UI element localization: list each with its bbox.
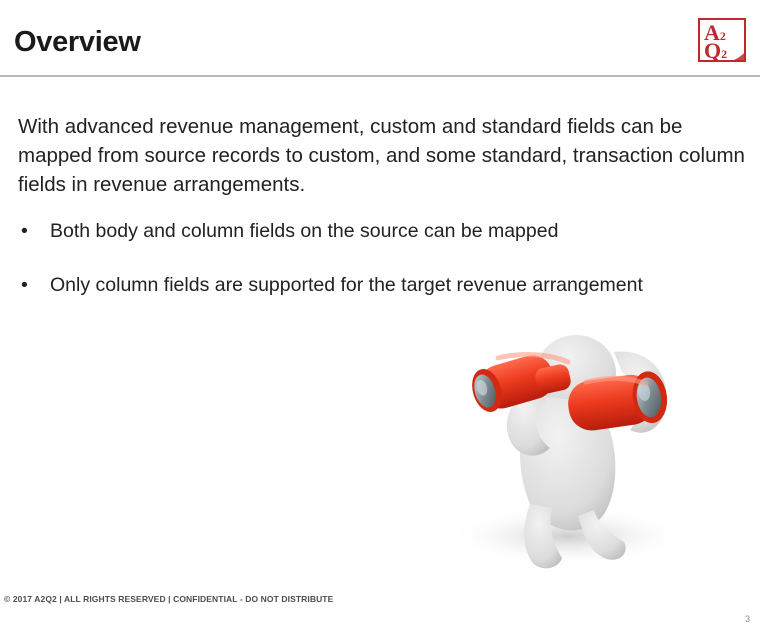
slide-header	[0, 0, 760, 78]
list-item	[18, 272, 678, 300]
page-title: Overview	[14, 26, 141, 58]
bullet-list	[18, 218, 678, 325]
bullet-marker-icon: •	[21, 273, 28, 296]
logo-line-1: A2	[704, 20, 726, 45]
bullet-text: Only column fields are supported for the target revenue arrangement	[50, 273, 643, 296]
list-item	[18, 218, 678, 246]
page-number: 3	[744, 614, 750, 624]
intro-paragraph: With advanced revenue management, custom and standard fields can be mapped from source records to custom, and some standard, transaction column fields in revenue arrangements.	[18, 115, 745, 197]
person-with-binoculars-illustration	[418, 318, 748, 573]
bullet-marker-icon: •	[21, 220, 28, 242]
header-divider	[0, 75, 760, 77]
a2q2-logo	[698, 18, 746, 62]
logo-line-2: Q2	[704, 38, 728, 63]
footer-copyright: © 2017 A2Q2 | ALL RIGHTS RESERVED | CONFIDENTIAL - DO NOT DISTRIBUTE	[4, 594, 334, 604]
logo-swoosh-icon	[724, 50, 746, 62]
bullet-text: Both body and column fields on the source can be mapped	[50, 220, 559, 242]
